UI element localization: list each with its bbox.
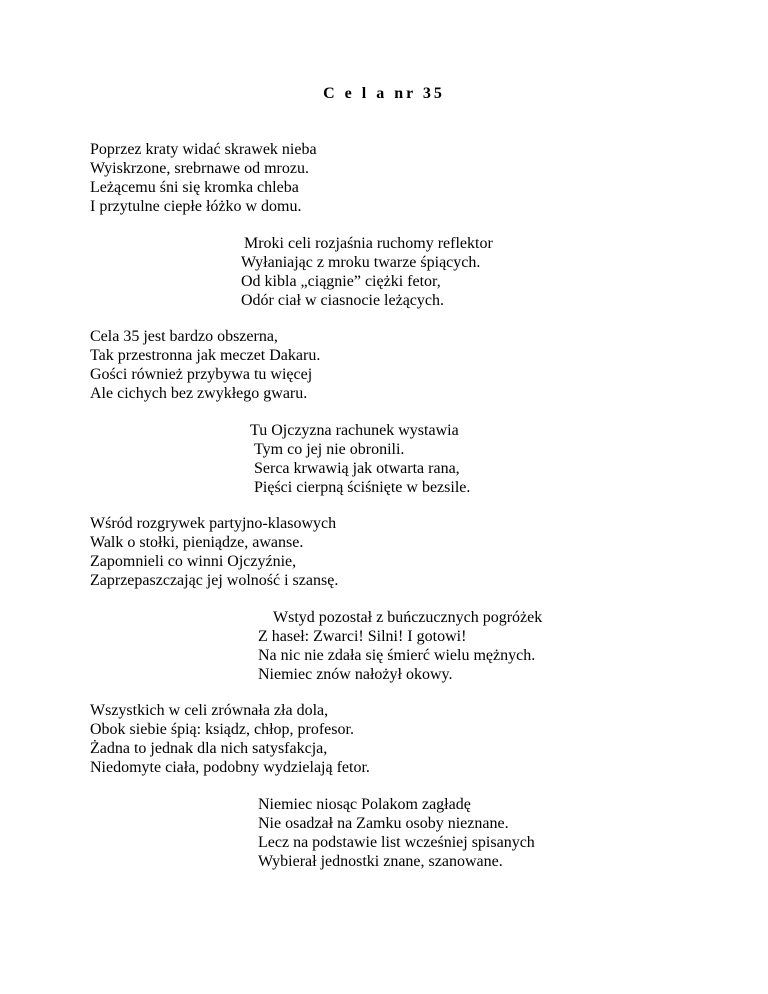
poem-line: Tak przestronna jak meczet Dakaru. <box>90 347 321 364</box>
poem-line: I przytulne ciepłe łóżko w domu. <box>90 198 302 215</box>
poem-line: Niedomyte ciała, podobny wydzielają fetor. <box>90 759 370 776</box>
poem-line: Nie osadzał na Zamku osoby nieznane. <box>258 815 509 832</box>
stanza-7 <box>90 701 370 777</box>
poem-line: Tu Ojczyzna rachunek wystawia <box>250 422 459 439</box>
stanza-5 <box>90 514 338 590</box>
poem-line: Lecz na podstawie list wcześniej spisanych <box>258 834 535 851</box>
poem-title: C e l a nr 35 <box>323 85 445 102</box>
stanza-8 <box>258 795 535 871</box>
stanza-2 <box>241 234 493 310</box>
stanza-6 <box>258 608 542 684</box>
poem-line: Poprzez kraty widać skrawek nieba <box>90 141 317 158</box>
poem-line: Wyiskrzone, srebrnawe od mrozu. <box>90 160 309 177</box>
poem-line: Wszystkich w celi zrównała zła dola, <box>90 702 329 719</box>
poem-line: Mroki celi rozjaśnia ruchomy reflektor <box>244 235 493 252</box>
poem-line: Gości również przybywa tu więcej <box>90 366 313 383</box>
poem-line: Od kibla „ciągnie” ciężki fetor, <box>241 273 441 290</box>
poem-line: Odór ciał w ciasnocie leżących. <box>241 292 445 309</box>
poem-line: Cela 35 jest bardzo obszerna, <box>90 328 278 345</box>
poem-line: Żadna to jednak dla nich satysfakcja, <box>90 740 328 757</box>
poem-line: Niemiec niosąc Polakom zagładę <box>258 796 471 813</box>
poem-line: Leżącemu śni się kromka chleba <box>90 179 299 196</box>
stanza-4 <box>250 421 470 497</box>
stanza-3 <box>90 327 320 403</box>
poem-line: Pięści cierpną ściśnięte w bezsile. <box>254 479 471 496</box>
poem-line: Wyłaniając z mroku twarze śpiących. <box>241 254 481 271</box>
poem-line: Serca krwawią jak otwarta rana, <box>254 460 460 477</box>
poem-line: Ale cichych bez zwykłego gwaru. <box>90 385 308 402</box>
poem-line: Wstyd pozostał z buńczucznych pogróżek <box>273 609 543 626</box>
poem-line: Tym co jej nie obronili. <box>254 441 405 458</box>
poem-line: Zaprzepaszczając jej wolność i szansę. <box>90 572 339 589</box>
poem-line: Wybierał jednostki znane, szanowane. <box>258 853 503 870</box>
poem-line: Wśród rozgrywek partyjno-klasowych <box>90 515 337 532</box>
poem-line: Z haseł: Zwarci! Silni! I gotowi! <box>258 628 467 645</box>
poem-line: Zapomnieli co winni Ojczyźnie, <box>90 553 297 570</box>
poem-line: Na nic nie zdała się śmierć wielu mężnych. <box>258 647 536 664</box>
stanza-1 <box>90 140 317 216</box>
poem-line: Walk o stołki, pieniądze, awanse. <box>90 534 304 551</box>
poem-line: Niemiec znów nałożył okowy. <box>258 666 453 683</box>
poem-line: Obok siebie śpią: ksiądz, chłop, profesor. <box>90 721 354 738</box>
